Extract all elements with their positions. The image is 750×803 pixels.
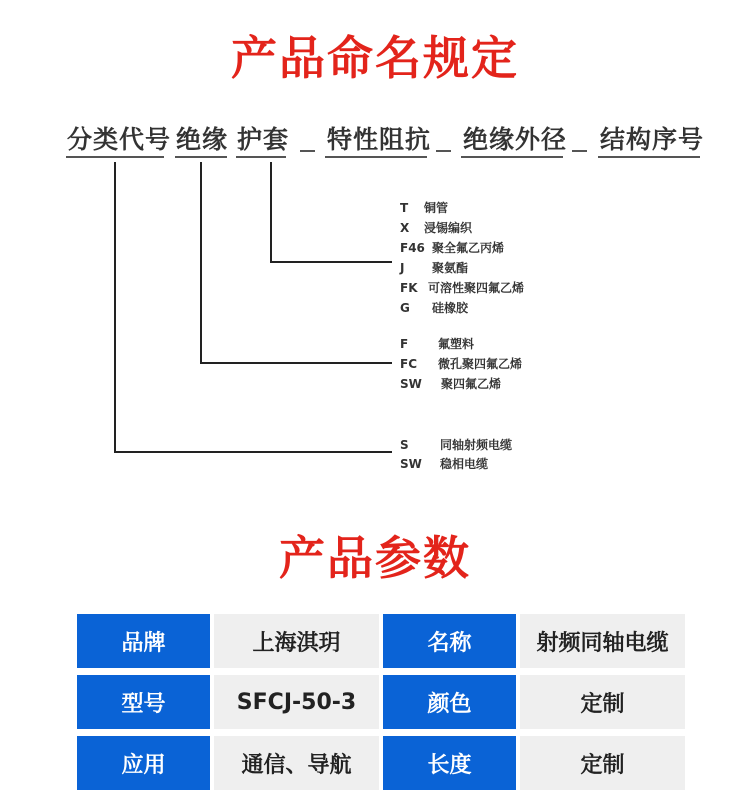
code-part-impedance: 特性阻抗 <box>327 125 432 154</box>
sheath-option: X 浸锡编织 <box>400 221 473 235</box>
sheath-option: F46 聚全氟乙丙烯 <box>400 241 505 255</box>
code-part-outer-diameter: 绝缘外径 <box>463 125 568 154</box>
product-params-heading: 产品参数 <box>279 531 471 585</box>
insulation-option: FC 微孔聚四氟乙烯 <box>400 357 523 371</box>
category-option: SW 稳相电缆 <box>400 457 489 471</box>
sheath-option: T 铜管 <box>400 201 449 215</box>
param-label: 颜色 <box>383 675 516 729</box>
sheath-option: G 硅橡胶 <box>400 301 469 315</box>
table-row <box>77 675 685 729</box>
param-value: 射频同轴电缆 <box>520 614 685 668</box>
table-row <box>77 614 685 668</box>
param-label: 型号 <box>77 675 210 729</box>
param-value: 定制 <box>520 675 685 729</box>
code-part-category: 分类代号 <box>67 125 172 154</box>
params-table <box>73 607 689 797</box>
sheath-option: J 聚氨酯 <box>400 261 469 275</box>
table-row <box>77 736 685 790</box>
code-part-structure-number: 结构序号 <box>600 125 705 154</box>
param-value: SFCJ-50-3 <box>214 675 379 729</box>
insulation-option: SW 聚四氟乙烯 <box>400 377 502 391</box>
param-label: 名称 <box>383 614 516 668</box>
code-part-insulation: 绝缘 <box>176 125 229 154</box>
category-connector <box>115 162 392 452</box>
param-value: 定制 <box>520 736 685 790</box>
param-label: 长度 <box>383 736 516 790</box>
param-value: 上海淇玥 <box>214 614 379 668</box>
sheath-connector <box>271 162 392 262</box>
sheath-option: FK 可溶性聚四氟乙烯 <box>400 281 525 295</box>
param-label: 应用 <box>77 736 210 790</box>
naming-rule-heading: 产品命名规定 <box>231 31 519 85</box>
param-value: 通信、导航 <box>214 736 379 790</box>
code-part-sheath: 护套 <box>237 125 290 154</box>
param-label: 品牌 <box>77 614 210 668</box>
category-option: S 同轴射频电缆 <box>400 438 513 452</box>
insulation-option: F 氟塑料 <box>400 337 475 351</box>
